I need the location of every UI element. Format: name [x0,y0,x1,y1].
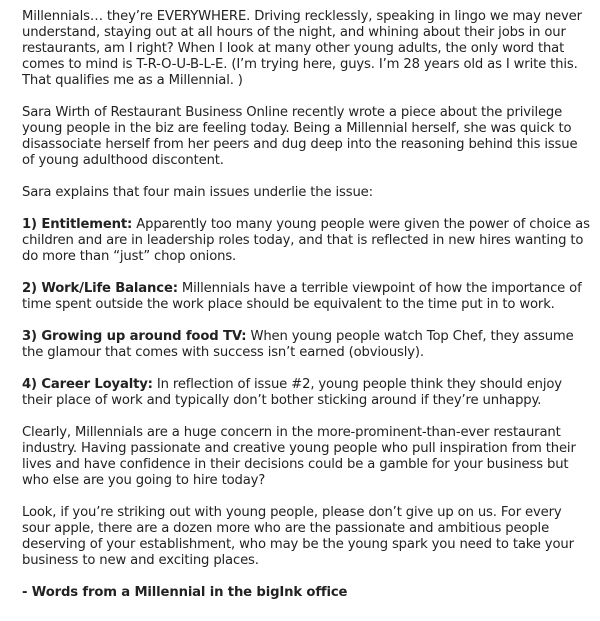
closing-paragraph: Look, if you’re striking out with young people, please don’t give up on us. For every sour apple, there are a dozen more who are the passionate and ambitious people deserving of your establishment, who may be the young spark you need to take your business to new and exciting places. [22,505,574,568]
context-paragraph: Sara Wirth of Restaurant Business Online recently wrote a piece about the privilege young people in the biz are feeling today. Being a Millennial herself, she was quick to disassociate herself from her peers and dug deep into the reasoning behind this issue of young adulthood discontent. [22,105,578,168]
issue-food-tv [22,329,590,361]
intro-paragraph: Millennials… they’re EVERYWHERE. Driving recklessly, speaking in lingo we may never understand, staying out at all hours of the night, and whining about their jobs in our restaurants, am I right? When I look at many other young adults, the only word that comes to mind is T-R-O-U-B-L-E. (I’m trying here, guys. I’m 28 years old as I write this. That qualifies me as a Millennial. ) [22,9,582,88]
issue-entitlement [22,217,590,265]
lead-in-paragraph: Sara explains that four main issues underlie the issue: [22,185,373,200]
issue-text: Apparently too many young people were given the power of choice as children and are in leadership roles today, and that is reflected in new hires wanting to do more than “just” chop onions. [22,217,590,264]
issue-title: 2) Work/Life Balance: [22,281,178,296]
conclusion-paragraph: Clearly, Millennials are a huge concern in the more-prominent-than-ever restaurant industry. Having passionate and creative young people who pull inspiration from their lives and have confidence in their decisions could be a gamble for your business but who else are you going to hire today? [22,425,576,488]
issue-title: 1) Entitlement: [22,217,133,232]
issue-text: When young people watch Top Chef, they assume the glamour that comes with success isn’t earned (obviously). [22,329,574,360]
issue-text: In reflection of issue #2, young people think they should enjoy their place of work and typically don’t bother sticking around if they’re unhappy. [22,377,562,408]
issue-title: 4) Career Loyalty: [22,377,153,392]
issue-text: Millennials have a terrible viewpoint of how the importance of time spent outside the work place should be equivalent to the time put in to work. [22,281,582,312]
issue-career-loyalty [22,377,590,409]
issue-title: 3) Growing up around food TV: [22,329,247,344]
issue-work-life-balance [22,281,590,313]
signature: - Words from a Millennial in the bigInk office [22,585,348,600]
